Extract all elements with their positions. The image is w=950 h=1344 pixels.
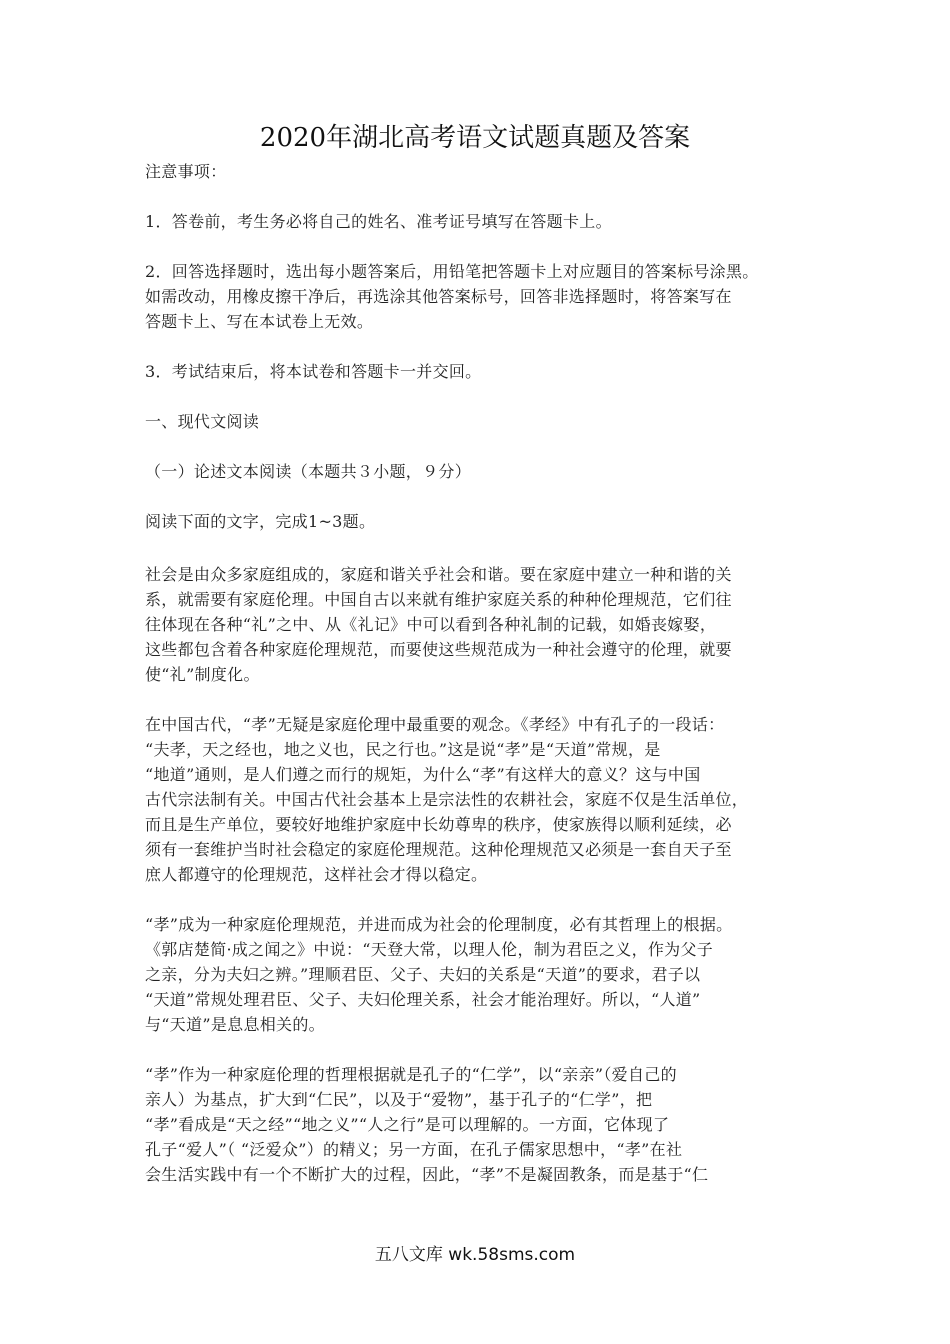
paragraph-1-line: 这些都包含着各种家庭伦理规范，而要使这些规范成为一种社会遵守的伦理，就要 (145, 640, 732, 659)
paragraph-1-line: 社会是由众多家庭组成的，家庭和谐关乎社会和谐。要在家庭中建立一种和谐的关 (145, 565, 732, 584)
notice-item-2-cont: 如需改动，用橡皮擦干净后，再选涂其他答案标号，回答非选择题时，将答案写在 (145, 287, 732, 306)
subsection-heading: （一）论述文本阅读（本题共３小题，９分） (145, 462, 472, 481)
paragraph-4-line: 孔子“爱人”（ “泛爱众”）的精义；另一方面，在孔子儒家思想中，“孝”在社 (145, 1140, 683, 1159)
paragraph-4-line: “孝”看成是“天之经”“地之义”“人之行”是可以理解的。一方面，它体现了 (145, 1115, 670, 1134)
paragraph-2-line: “夫孝，天之经也，地之义也，民之行也。”这是说“孝”是“天道”常规，是 (145, 740, 661, 759)
paragraph-2-line: 庶人都遵守的伦理规范，这样社会才得以稳定。 (145, 865, 488, 884)
notice-item-2-cont: 答题卡上、写在本试卷上无效。 (145, 312, 374, 331)
paragraph-4-line: 亲人）为基点，扩大到“仁民”，以及于“爱物”，基于孔子的“仁学”，把 (145, 1090, 653, 1109)
site-watermark-footer: 五八文库 wk.58sms.com (374, 1245, 576, 1265)
paragraph-3-line: 与“天道”是息息相关的。 (145, 1015, 325, 1034)
paragraph-2-line: 而且是生产单位，要较好地维护家庭中长幼尊卑的秩序，使家族得以顺利延续，必 (145, 815, 732, 834)
paragraph-2-line: 古代宗法制有关。中国古代社会基本上是宗法性的农耕社会，家庭不仅是生活单位， (145, 790, 749, 809)
paragraph-3-line: “天道”常规处理君臣、父子、夫妇伦理关系，社会才能治理好。所以，“人道” (145, 990, 701, 1009)
reading-instruction: 阅读下面的文字，完成1~3题。 (145, 512, 376, 531)
notice-item-2: 2．回答选择题时，选出每小题答案后，用铅笔把答题卡上对应题目的答案标号涂黑。 (145, 262, 759, 281)
paragraph-3-line: 之亲，分为夫妇之辨。”理顺君臣、父子、夫妇的关系是“天道”的要求，君子以 (145, 965, 701, 984)
paragraph-3-line: “孝”成为一种家庭伦理规范，并进而成为社会的伦理制度，必有其哲理上的根据。 (145, 915, 733, 934)
paragraph-2-line: 须有一套维护当时社会稳定的家庭伦理规范。这种伦理规范又必须是一套自天子至 (145, 840, 732, 859)
paragraph-4-line: “孝”作为一种家庭伦理的哲理根据就是孔子的“仁学”，以“亲亲”（爱自己的 (145, 1065, 677, 1084)
paragraph-1-line: 系，就需要有家庭伦理。中国自古以来就有维护家庭关系的种种伦理规范，它们往 (145, 590, 732, 609)
paragraph-2-line: 在中国古代，“孝”无疑是家庭伦理中最重要的观念。《孝经》中有孔子的一段话： (145, 715, 725, 734)
notice-item-3: 3．考试结束后，将本试卷和答题卡一并交回。 (145, 362, 482, 381)
paragraph-3-line: 《郭店楚简·成之闻之》中说：“天登大常，以理人伦，制为君臣之义，作为父子 (145, 940, 714, 959)
section-heading: 一、现代文阅读 (145, 412, 260, 431)
notice-heading: 注意事项： (145, 162, 227, 181)
page-title: 2020年湖北高考语文试题真题及答案 (259, 123, 691, 153)
notice-item-1: 1．答卷前，考生务必将自己的姓名、准考证号填写在答题卡上。 (145, 212, 612, 231)
paragraph-2-line: “地道”通则，是人们遵之而行的规矩，为什么“孝”有这样大的意义？这与中国 (145, 765, 701, 784)
paragraph-1-line: 往体现在各种“礼”之中、从《礼记》中可以看到各种礼制的记载，如婚丧嫁娶， (145, 615, 717, 634)
paragraph-1-line: 使“礼”制度化。 (145, 665, 260, 684)
paragraph-4-line: 会生活实践中有一个不断扩大的过程，因此，“孝”不是凝固教条，而是基于“仁 (145, 1165, 709, 1184)
